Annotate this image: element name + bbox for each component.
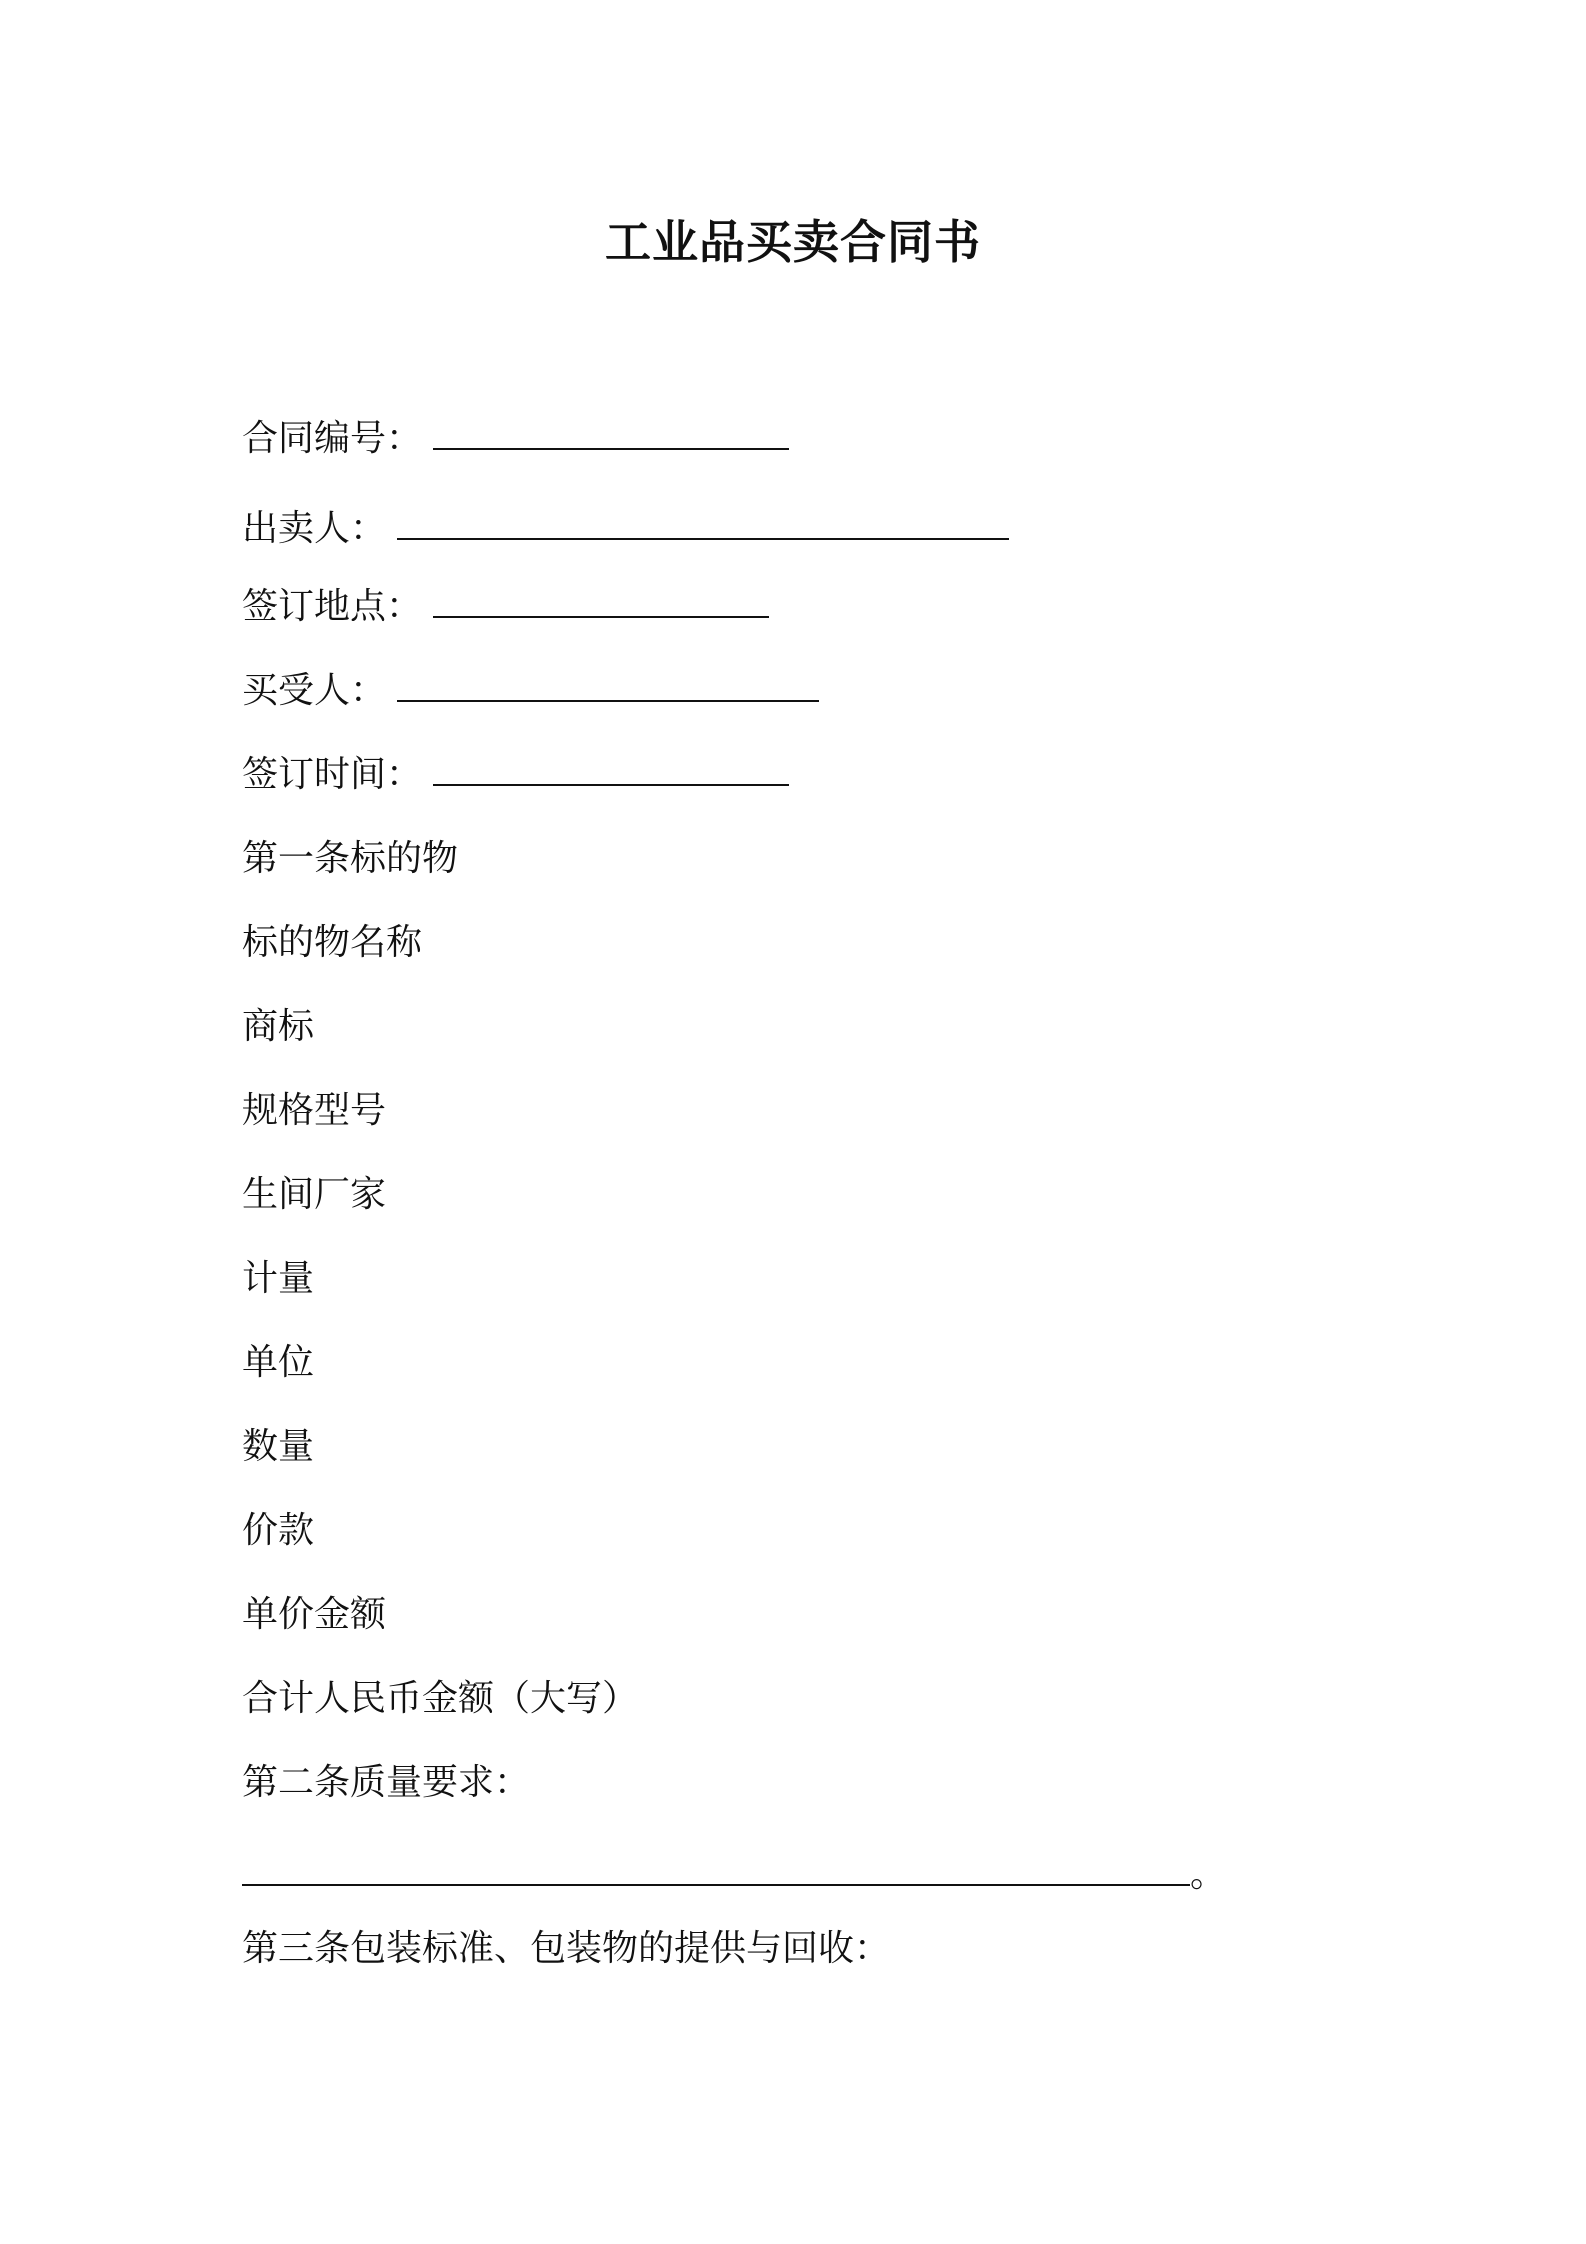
contract-number-blank[interactable] <box>433 418 789 450</box>
quality-requirement-blank[interactable] <box>242 1854 1190 1886</box>
article-1-item: 标的物名称 <box>242 922 423 963</box>
sign-place-blank[interactable] <box>433 586 769 618</box>
buyer-label: 买受人： <box>242 670 387 711</box>
seller-label: 出卖人： <box>242 508 387 549</box>
article-1-item: 单价金额 <box>242 1594 387 1635</box>
sign-time-blank[interactable] <box>433 754 789 786</box>
article-1-item: 数量 <box>242 1426 315 1467</box>
sentence-end-mark: 。 <box>1190 1854 1227 1895</box>
article-2-blank-line <box>242 1852 1226 1898</box>
article-1-item: 商标 <box>242 1006 315 1047</box>
seller-line <box>242 506 1009 552</box>
article-1-item: 生间厂家 <box>242 1174 387 1215</box>
sign-place-label: 签订地点： <box>242 586 423 627</box>
article-1-heading: 第一条标的物 <box>242 838 459 879</box>
article-1-item: 价款 <box>242 1510 315 1551</box>
buyer-blank[interactable] <box>397 670 819 702</box>
seller-blank[interactable] <box>397 508 1009 540</box>
article-3-heading: 第三条包装标准、包装物的提供与回收： <box>242 1928 891 1969</box>
article-1-item: 规格型号 <box>242 1090 387 1131</box>
document-title: 工业品买卖合同书 <box>605 215 981 269</box>
sign-place-line <box>242 584 769 630</box>
sign-time-line <box>242 752 789 798</box>
sign-time-label: 签订时间： <box>242 754 423 795</box>
article-1-item: 单位 <box>242 1342 315 1383</box>
article-1-item: 合计人民币金额（大写） <box>242 1678 639 1719</box>
article-2-heading: 第二条质量要求： <box>242 1762 531 1803</box>
article-1-item: 计量 <box>242 1258 315 1299</box>
buyer-line <box>242 668 819 714</box>
contract-number-line <box>242 416 789 462</box>
contract-number-label: 合同编号： <box>242 418 423 459</box>
